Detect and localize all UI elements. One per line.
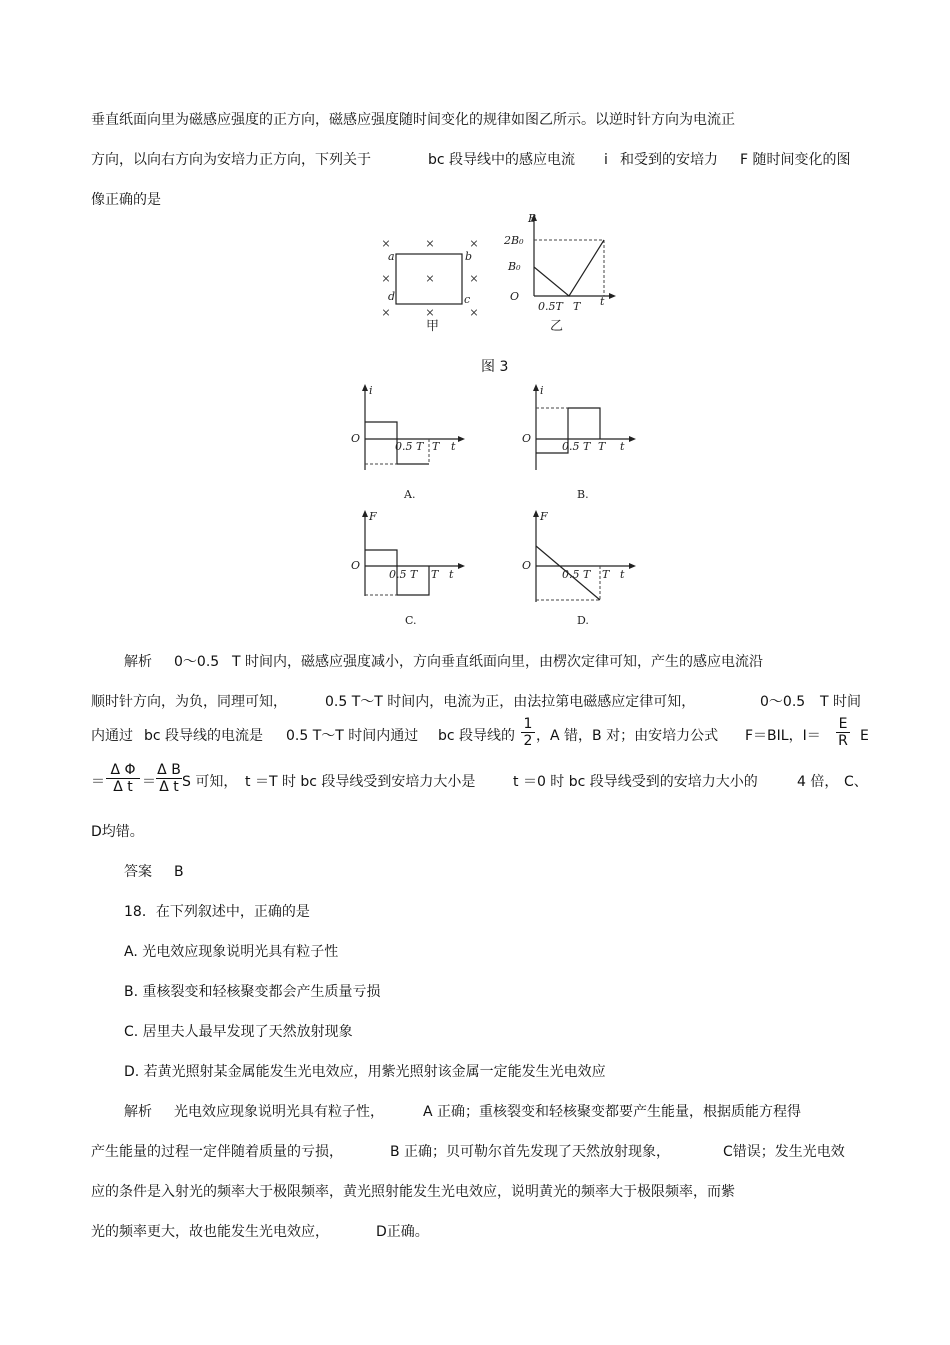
svg-text:0.5 T: 0.5 T — [562, 568, 591, 581]
option-b-label: B. — [577, 488, 589, 501]
analysis2-text: 光电效应现象说明光具有粒子性， — [174, 1104, 384, 1120]
analysis1-text: 0.5 T～T 时间内，电流为正，由法拉第电磁感应定律可知， — [325, 694, 696, 710]
analysis1-text: T 时间 — [820, 694, 862, 710]
analysis1-text: F＝BIL，I＝ — [745, 728, 821, 744]
svg-text:×: × — [425, 272, 435, 285]
answer-value: B — [174, 864, 184, 880]
svg-text:×: × — [381, 272, 391, 285]
analysis1-label: 解析 — [124, 654, 152, 670]
svg-text:×: × — [469, 237, 478, 250]
q18-option-c: C. 居里夫人最早发现了天然放射现象 — [124, 1024, 353, 1040]
option-b-graph — [514, 380, 644, 506]
svg-text:T: T — [432, 440, 440, 453]
corner-d: d — [388, 290, 396, 303]
analysis2-text: 光的频率更大，故也能发生光电效应， — [91, 1224, 329, 1240]
figure-3-caption: 图 3 — [481, 359, 509, 375]
analysis1-text: t ＝0 时 bc 段导线受到的安培力大小的 — [513, 774, 758, 790]
fraction-dphi-dt: $\frac{\text{Δ Φ}}{\text{Δ t}}$ — [106, 762, 140, 795]
corner-b: b — [465, 250, 473, 263]
analysis1-text: ，A 错，B 对；由安培力公式 — [536, 728, 719, 744]
option-a-label: A. — [404, 488, 416, 501]
svg-text:t: t — [620, 568, 625, 581]
analysis1-text: ＝ — [142, 774, 156, 790]
analysis1-text: 顺时针方向，为负，同理可知， — [91, 694, 287, 710]
analysis2-text: D正确。 — [376, 1224, 429, 1240]
intro-line-2c: i — [604, 152, 608, 168]
analysis2-text: C错误；发生光电效 — [723, 1144, 845, 1160]
svg-text:×: × — [469, 306, 478, 319]
analysis1-text: E — [860, 728, 869, 744]
analysis1-text: D均错。 — [91, 824, 144, 840]
svg-text:×: × — [381, 306, 391, 319]
figure-yi — [500, 210, 618, 336]
yi-tick-t: T — [573, 300, 581, 313]
analysis1-text: bc 段导线的 — [438, 728, 516, 744]
intro-line-2d: 和受到的安培力 — [620, 152, 718, 168]
intro-line-2e: F 随时间变化的图 — [740, 152, 851, 168]
corner-c: c — [464, 293, 471, 306]
fraction-db-dt: $\frac{\text{Δ B}}{\text{Δ t}}$ — [157, 762, 181, 795]
analysis1-text: T 时间内，磁感应强度减小，方向垂直纸面向里，由楞次定律可知，产生的感应电流沿 — [232, 654, 763, 670]
analysis2-text: 产生能量的过程一定伴随着质量的亏损， — [91, 1144, 343, 1160]
svg-text:O: O — [522, 559, 532, 572]
svg-text:i: i — [540, 384, 544, 397]
analysis1-text: ＝ — [91, 774, 105, 790]
svg-text:0.5 T: 0.5 T — [562, 440, 591, 453]
yi-y-axis-label: B — [528, 212, 537, 225]
analysis1-text: t ＝T 时 bc 段导线受到安培力大小是 — [245, 774, 476, 790]
svg-text:×: × — [425, 306, 435, 319]
figure-jia-label: 甲 — [426, 319, 440, 334]
option-d-graph — [514, 506, 644, 632]
analysis2-text: 应的条件是入射光的频率大于极限频率，黄光照射能发生光电效应，说明黄光的频率大于极限频率，而紫 — [91, 1184, 735, 1200]
analysis2-text: A 正确；重核裂变和轻核聚变都要产生能量，根据质能方程得 — [423, 1104, 802, 1120]
option-c-label: C. — [405, 614, 417, 627]
intro-line-3: 像正确的是 — [91, 192, 161, 208]
intro-line-2a: 方向，以向右方向为安培力正方向，下列关于 — [91, 152, 371, 168]
q18-stem: 18．在下列叙述中，正确的是 — [124, 904, 310, 920]
analysis1-text: C、 — [844, 774, 868, 790]
svg-text:T: T — [431, 568, 439, 581]
analysis1-text: 0～0.5 — [760, 694, 806, 710]
analysis1-text: bc 段导线的电流是 — [144, 728, 264, 744]
svg-text:F: F — [369, 510, 377, 523]
svg-text:0.5 T: 0.5 T — [395, 440, 424, 453]
analysis2-text: B 正确；贝可勒尔首先发现了天然放射现象， — [390, 1144, 671, 1160]
q18-option-a: A. 光电效应现象说明光具有粒子性 — [124, 944, 339, 960]
yi-tick-half-t: 0.5T — [538, 300, 563, 313]
intro-line-1: 垂直纸面向里为磁感应强度的正方向，磁感应强度随时间变化的规律如图乙所示。以逆时针方向为电流正 — [91, 112, 735, 128]
svg-text:×: × — [425, 237, 435, 250]
svg-text:×: × — [381, 237, 391, 250]
option-a-graph — [343, 380, 473, 506]
analysis1-text: 4 倍， — [797, 774, 839, 790]
yi-tick-2b0: 2B₀ — [504, 234, 524, 247]
svg-text:O: O — [522, 432, 532, 445]
analysis1-text: 0～0.5 — [174, 654, 220, 670]
analysis1-text: 0.5 T～T 时间内通过 — [286, 728, 419, 744]
q18-option-d: D. 若黄光照射某金属能发生光电效应，用紫光照射该金属一定能发生光电效应 — [124, 1064, 606, 1080]
analysis2-label: 解析 — [124, 1104, 152, 1120]
analysis1-text: 内通过 — [91, 728, 133, 744]
figure-yi-label: 乙 — [550, 319, 564, 334]
svg-text:0.5 T: 0.5 T — [389, 568, 418, 581]
yi-origin: O — [510, 290, 520, 303]
svg-text:F: F — [540, 510, 548, 523]
corner-a: a — [388, 250, 395, 263]
svg-text:×: × — [469, 272, 478, 285]
analysis1-text: S 可知， — [182, 774, 238, 790]
yi-tick-b0: B₀ — [508, 260, 521, 273]
svg-text:t: t — [451, 440, 456, 453]
yi-curve — [534, 240, 604, 296]
fraction-e-over-r: $\frac{E}{R}$ — [836, 716, 850, 749]
svg-text:T: T — [598, 440, 606, 453]
option-c-graph — [343, 506, 473, 632]
fraction-one-half: $\frac{1}{2}$ — [521, 716, 535, 749]
yi-x-axis-label: t — [600, 295, 605, 308]
intro-line-2b: bc 段导线中的感应电流 — [428, 152, 576, 168]
svg-text:O: O — [351, 432, 361, 445]
option-d-label: D. — [577, 614, 589, 627]
svg-text:t: t — [449, 568, 454, 581]
svg-text:i: i — [369, 384, 373, 397]
answer-label: 答案 — [124, 864, 152, 880]
svg-text:t: t — [620, 440, 625, 453]
svg-text:T: T — [602, 568, 610, 581]
q18-option-b: B. 重核裂变和轻核聚变都会产生质量亏损 — [124, 984, 381, 1000]
figure-jia — [378, 228, 478, 338]
svg-text:O: O — [351, 559, 361, 572]
